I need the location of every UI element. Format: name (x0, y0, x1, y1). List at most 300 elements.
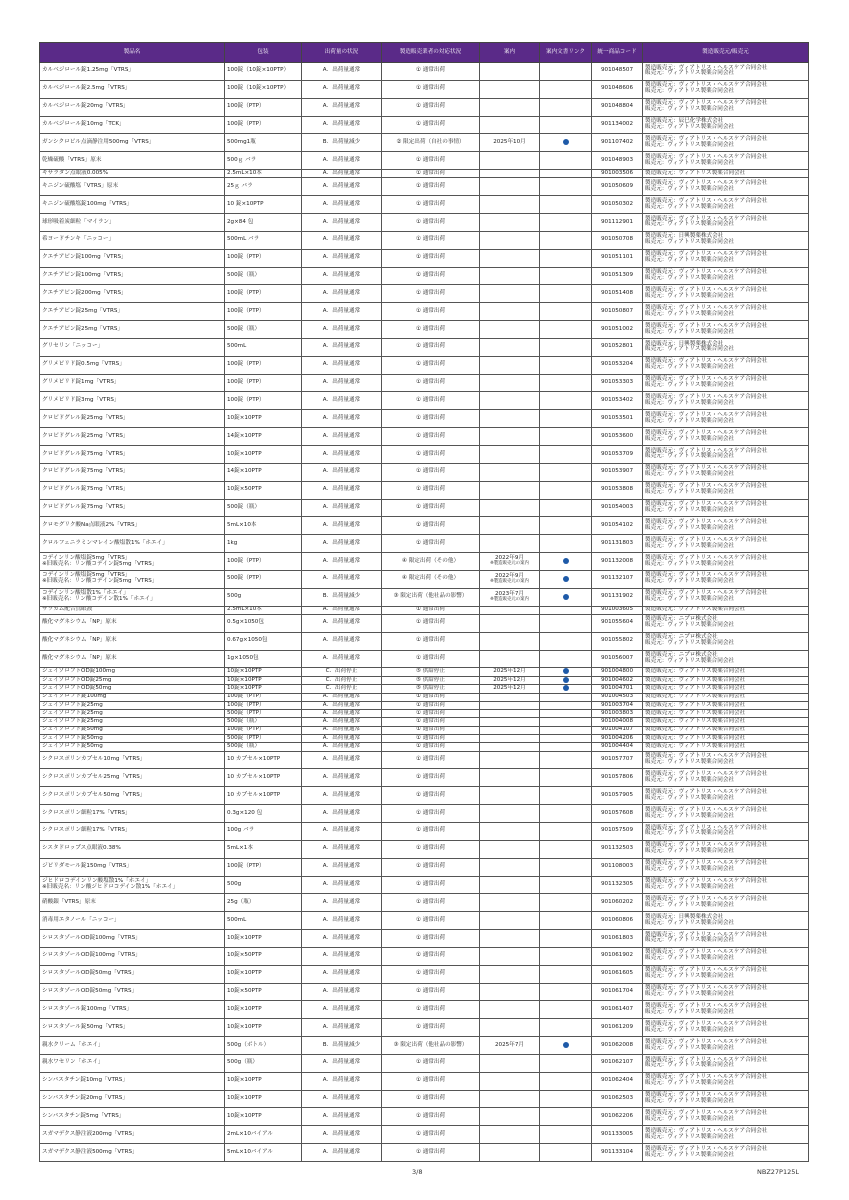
vendor-cell (643, 499, 809, 517)
product-code: 901053907 (600, 468, 634, 475)
package: 25ｇ バラ (227, 182, 253, 189)
product-code: 901062107 (600, 1059, 634, 1066)
product-name: ジェイゾロフト錠25mg (42, 701, 103, 708)
shipment-status-cell (302, 570, 382, 588)
shipment-status: A．出荷量通常 (322, 103, 361, 110)
table-row (40, 1144, 809, 1162)
notice-link-cell (540, 410, 592, 428)
vendor-cell (643, 735, 809, 743)
product-code-cell (592, 98, 643, 116)
product-name: カルベジロール錠2.5mg「VTRS」 (42, 85, 131, 92)
vendor-cell (643, 249, 809, 267)
vendor-line: 製造販売元：ヴィアトリス・ヘルスケア合同会社 (645, 842, 768, 849)
maker-response-cell (382, 1144, 480, 1162)
notice-cell (480, 481, 540, 499)
product-code-cell (592, 63, 643, 81)
product-name: カルベジロール錠20mg「VTRS」 (42, 103, 129, 110)
notice-link-icon[interactable] (563, 677, 569, 683)
notice-link-cell (540, 701, 592, 709)
product-name-cell (40, 1126, 225, 1144)
product-name-cell (40, 726, 225, 734)
shipment-status-cell (302, 1001, 382, 1019)
notice-link-cell (540, 428, 592, 446)
vendor-line: 販売元：ヴィアトリス製薬合同会社 (645, 658, 735, 665)
maker-response: ① 通常出荷 (415, 396, 446, 403)
product-code: 901050609 (600, 182, 634, 189)
vendor-cell (643, 894, 809, 912)
shipment-status-cell (302, 535, 382, 553)
product-name-cell (40, 668, 225, 676)
product-name-cell (40, 710, 225, 718)
product-code: 901050708 (600, 236, 634, 243)
maker-response-cell (382, 428, 480, 446)
vendor-cell (643, 701, 809, 709)
product-name: スガマデクス静注液500mg「VTRS」 (42, 1148, 138, 1155)
notice-cell (480, 632, 540, 650)
package: 10錠×10PTP (227, 676, 262, 683)
vendor-line: 販売元：ヴィアトリス製薬合同会社 (645, 382, 735, 389)
vendor-line: 製造販売元：ヴィアトリス製薬合同会社 (645, 718, 746, 725)
notice-cell (480, 858, 540, 876)
package-cell (225, 499, 302, 517)
product-code-cell (592, 80, 643, 98)
shipment-status-cell (302, 614, 382, 632)
maker-response: ① 通常出荷 (415, 343, 446, 350)
vendor-line: 販売元：ヴィアトリス製薬合同会社 (645, 417, 735, 424)
shipment-status-cell (302, 650, 382, 668)
package-cell (225, 170, 302, 178)
product-code: 901057509 (600, 827, 634, 834)
table-row (40, 116, 809, 134)
product-name-cell (40, 735, 225, 743)
notice-link-cell (540, 463, 592, 481)
product-code-cell (592, 356, 643, 374)
maker-response-cell (382, 1126, 480, 1144)
notice-cell (480, 134, 540, 152)
product-code-cell (592, 535, 643, 553)
vendor-line: 製造販売元：ヴィアトリス・ヘルスケア合同会社 (645, 64, 768, 71)
product-code: 901004503 (600, 693, 634, 700)
package-cell (225, 1090, 302, 1108)
notice-cell (480, 685, 540, 693)
maker-response-cell (382, 267, 480, 285)
notice-link-cell (540, 499, 592, 517)
package-cell (225, 80, 302, 98)
product-name: クエチアピン錠25mg「VTRS」 (42, 325, 124, 332)
product-code: 901061902 (600, 952, 634, 959)
package: 10 カプセル×10PTP (227, 791, 281, 798)
notice-link-cell (540, 517, 592, 535)
vendor-line: 販売元：ヴィアトリス製薬合同会社 (645, 973, 735, 980)
vendor-cell (643, 517, 809, 535)
package: 10 カプセル×10PTP (227, 756, 281, 763)
package: 500g（ボトル） (227, 1041, 270, 1048)
shipment-status-cell (302, 517, 382, 535)
vendor-line: 販売元：ヴィアトリス製薬合同会社 (645, 141, 735, 148)
product-name-cell (40, 374, 225, 392)
product-name-cell (40, 249, 225, 267)
maker-response: ① 通常出荷 (415, 1077, 446, 1084)
maker-response: ① 通常出荷 (415, 325, 446, 332)
notice-cell (480, 650, 540, 668)
notice-link-cell (540, 743, 592, 751)
vendor-line: 販売元：ヴィアトリス製薬合同会社 (645, 622, 735, 629)
package-cell (225, 840, 302, 858)
product-code-cell (592, 116, 643, 134)
product-name: シクロスポリンカプセル10mg「VTRS」 (42, 756, 146, 763)
notice-cell (480, 1108, 540, 1126)
package: 10錠×10PTP (227, 934, 262, 941)
shipment-status: A．出荷量通常 (322, 709, 361, 716)
maker-response: ① 通常出荷 (415, 773, 446, 780)
notice-link-cell (540, 805, 592, 823)
shipment-status: A．出荷量通常 (322, 1005, 361, 1012)
vendor-cell (643, 481, 809, 499)
package-cell (225, 876, 302, 894)
shipment-status: A．出荷量通常 (322, 468, 361, 475)
vendor-line: 販売元：ヴィアトリス製薬合同会社 (645, 542, 735, 549)
shipment-status-cell (302, 894, 382, 912)
notice-cell (480, 693, 540, 701)
package: 14錠×10PTP (227, 432, 262, 439)
maker-response-cell (382, 614, 480, 632)
package: 100錠（PTP） (227, 254, 265, 261)
product-code-cell (592, 428, 643, 446)
vendor-line: 製造販売元：日興製薬株式会社 (645, 913, 724, 920)
product-name-cell (40, 214, 225, 232)
vendor-line: 製造販売元：ヴィアトリス・ヘルスケア合同会社 (645, 215, 768, 222)
table-row (40, 170, 809, 178)
package: 100g バラ (227, 827, 255, 834)
shipment-status: A．出荷量通常 (322, 272, 361, 279)
maker-response: ③ 限定出荷（他社品の影響） (393, 593, 468, 600)
vendor-line: 販売元：ヴィアトリス製薬合同会社 (645, 506, 735, 513)
notice-link-icon[interactable] (563, 558, 569, 564)
maker-response-cell (382, 374, 480, 392)
vendor-line: 製造販売元：ヴィアトリス・ヘルスケア合同会社 (645, 358, 768, 365)
product-name-cell (40, 1054, 225, 1072)
product-name: クロルフェニラミンマレイン酸塩散1%「ホエイ」 (42, 539, 168, 546)
notice-link-cell (540, 685, 592, 693)
vendor-line: 製造販売元：ヴィアトリス・ヘルスケア合同会社 (645, 788, 768, 795)
product-name-cell (40, 1072, 225, 1090)
vendor-cell (643, 267, 809, 285)
vendor-cell (643, 428, 809, 446)
product-name-cell (40, 285, 225, 303)
table-row (40, 63, 809, 81)
table-row (40, 98, 809, 116)
vendor-line: 製造販売元：ヴィアトリス製薬合同会社 (645, 709, 746, 716)
product-code: 901004800 (600, 668, 634, 675)
header-product-name: 製品名 (40, 43, 225, 63)
table-row (40, 374, 809, 392)
package: 100錠（PTP） (227, 121, 265, 128)
product-former-name: ※旧販売名：リン酸ジヒドロコデイン散1%「ホエイ」 (42, 883, 179, 890)
notice-link-icon[interactable] (563, 594, 569, 600)
package-cell (225, 1108, 302, 1126)
maker-response: ⑤ 供給停止 (415, 684, 446, 691)
notice-link-cell (540, 876, 592, 894)
product-name: ジェイゾロフト錠100mg (42, 693, 107, 700)
package: 10 カプセル×10PTP (227, 773, 281, 780)
vendor-line: 製造販売元：ヴィアトリス・ヘルスケア合同会社 (645, 483, 768, 490)
notice-link-cell (540, 1126, 592, 1144)
maker-response-cell (382, 338, 480, 356)
table-row (40, 553, 809, 571)
vendor-line: 製造販売元：ヴィアトリス製薬合同会社 (645, 734, 746, 741)
page-number: 3/8 (412, 1168, 423, 1176)
vendor-line: 製造販売元：ヴィアトリス製薬合同会社 (645, 169, 746, 176)
vendor-line: 販売元：ヴィアトリス製薬合同会社 (645, 1062, 735, 1069)
notice-link-icon[interactable] (563, 668, 569, 674)
notice-link-cell (540, 98, 592, 116)
product-name: 消毒用エタノール「ニッコー」 (42, 916, 120, 923)
product-code: 901050807 (600, 307, 634, 314)
product-code-cell (592, 178, 643, 196)
notice-cell (480, 1144, 540, 1162)
product-name: 硝酸銀「VTRS」原末 (42, 898, 96, 905)
vendor-line: 販売元：ヴィアトリス製薬合同会社 (645, 794, 735, 801)
maker-response: ① 通常出荷 (415, 450, 446, 457)
notice-link-cell (540, 285, 592, 303)
vendor-cell (643, 374, 809, 392)
notice-link-icon[interactable] (563, 576, 569, 582)
maker-response-cell (382, 535, 480, 553)
maker-response-cell (382, 553, 480, 571)
notice-date: 2025年7月 (495, 1041, 524, 1048)
product-code: 901051101 (600, 254, 634, 261)
vendor-line: 販売元：ヴィアトリス製薬合同会社 (645, 123, 735, 130)
vendor-cell (643, 1001, 809, 1019)
vendor-cell (643, 751, 809, 769)
maker-response-cell (382, 894, 480, 912)
product-name: ジェイゾロフトOD錠25mg (42, 676, 112, 683)
product-code-cell (592, 463, 643, 481)
product-code-cell (592, 894, 643, 912)
vendor-line: 製造販売元：ヴィアトリス・ヘルスケア合同会社 (645, 1127, 768, 1134)
shipment-status-cell (302, 588, 382, 606)
header-row (40, 43, 809, 63)
product-code-cell (592, 718, 643, 726)
maker-response: ① 通常出荷 (415, 236, 446, 243)
notice-link-icon[interactable] (563, 139, 569, 145)
maker-response: ③ 限定出荷（他社品の影響） (393, 1041, 468, 1048)
product-name: シンバスタチン錠20mg「VTRS」 (42, 1095, 128, 1102)
notice-link-cell (540, 392, 592, 410)
product-code: 901051309 (600, 272, 634, 279)
shipment-status: A．出荷量通常 (322, 121, 361, 128)
product-code: 901133104 (600, 1148, 634, 1155)
product-name-cell (40, 178, 225, 196)
product-name: シンバスタチン錠10mg「VTRS」 (42, 1077, 128, 1084)
shipment-status: A．出荷量通常 (322, 734, 361, 741)
vendor-line: 製造販売元：ヴィアトリス・ヘルスケア合同会社 (645, 967, 768, 974)
header-shipment-status: 出荷量の状況 (302, 43, 382, 63)
vendor-cell (643, 356, 809, 374)
notice-link-cell (540, 178, 592, 196)
notice-link-cell (540, 356, 592, 374)
product-name: ジェイゾロフト錠25mg (42, 709, 103, 716)
shipment-status-cell (302, 718, 382, 726)
maker-response-cell (382, 446, 480, 464)
notice-link-cell (540, 214, 592, 232)
vendor-cell (643, 965, 809, 983)
vendor-cell (643, 134, 809, 152)
vendor-line: 販売元：ヴィアトリス製薬合同会社 (645, 346, 735, 353)
vendor-cell (643, 1037, 809, 1055)
notice-cell (480, 840, 540, 858)
vendor-line: 製造販売元：ヴィアトリス・ヘルスケア合同会社 (645, 518, 768, 525)
package-cell (225, 392, 302, 410)
package: 100錠（10錠×10PTP） (227, 85, 290, 92)
product-name-cell (40, 912, 225, 930)
vendor-line: 販売元：ヴィアトリス製薬合同会社 (645, 990, 735, 997)
package: 5mL×10バイアル (227, 1148, 273, 1155)
vendor-line: 製造販売元：ヴィアトリス・ヘルスケア合同会社 (645, 1020, 768, 1027)
product-name-cell (40, 693, 225, 701)
vendor-line: 製造販売元：ヴィアトリス・ヘルスケア合同会社 (645, 572, 768, 579)
vendor-cell (643, 710, 809, 718)
shipment-status-cell (302, 822, 382, 840)
shipment-status: A．出荷量通常 (322, 701, 361, 708)
product-code-cell (592, 930, 643, 948)
package-cell (225, 134, 302, 152)
product-code-cell (592, 517, 643, 535)
table-row (40, 517, 809, 535)
product-code-cell (592, 303, 643, 321)
vendor-line: 製造販売元：ヴィアトリス製薬合同会社 (645, 693, 746, 700)
shipment-status: A．出荷量通常 (322, 85, 361, 92)
shipment-status: A．出荷量通常 (322, 934, 361, 941)
maker-response-cell (382, 876, 480, 894)
table-row (40, 632, 809, 650)
product-name-cell (40, 947, 225, 965)
package-cell (225, 1054, 302, 1072)
product-code: 901048804 (600, 103, 634, 110)
vendor-line: 販売元：ヴィアトリス製薬合同会社 (645, 1098, 735, 1105)
notice-cell (480, 285, 540, 303)
product-name: グリメピリド錠1mg「VTRS」 (42, 379, 120, 386)
product-name: クエチアピン錠25mg「VTRS」 (42, 307, 124, 314)
vendor-line: 製造販売元：日興製薬株式会社 (645, 340, 724, 347)
package: 10錠×10PTP (227, 1112, 262, 1119)
product-code-cell (592, 726, 643, 734)
product-code: 901062206 (600, 1112, 634, 1119)
maker-response-cell (382, 676, 480, 684)
notice-cell (480, 743, 540, 751)
product-code-cell (592, 134, 643, 152)
product-code: 901053709 (600, 450, 634, 457)
product-code: 901052801 (600, 343, 634, 350)
shipment-status: A．出荷量通常 (322, 756, 361, 763)
product-name-cell (40, 1108, 225, 1126)
vendor-line: 販売元：ヴィアトリス製薬合同会社 (645, 88, 735, 95)
vendor-cell (643, 1072, 809, 1090)
shipment-status-cell (302, 858, 382, 876)
table-row (40, 80, 809, 98)
shipment-status: A．出荷量通常 (322, 361, 361, 368)
notice-link-icon[interactable] (563, 1042, 569, 1048)
shipment-status-cell (302, 1037, 382, 1055)
vendor-cell (643, 614, 809, 632)
product-code-cell (592, 769, 643, 787)
shipment-status: A．出荷量通常 (322, 1059, 361, 1066)
vendor-cell (643, 822, 809, 840)
product-code: 901132305 (600, 880, 634, 887)
notice-cell (480, 303, 540, 321)
product-code: 901003803 (600, 709, 634, 716)
vendor-line: 製造販売元：ヴィアトリス・ヘルスケア合同会社 (645, 269, 768, 276)
package-cell (225, 858, 302, 876)
product-name: 乾燥硫酸「VTRS」原末 (42, 156, 102, 163)
shipment-status-cell (302, 303, 382, 321)
product-name: ジェイゾロフトOD錠50mg (42, 684, 112, 691)
vendor-line: 販売元：ヴィアトリス製薬合同会社 (645, 328, 735, 335)
shipment-status-cell (302, 134, 382, 152)
vendor-cell (643, 787, 809, 805)
maker-response: ① 通常出荷 (415, 67, 446, 74)
package-cell (225, 930, 302, 948)
header-package: 包装 (225, 43, 302, 63)
product-name-cell (40, 196, 225, 214)
vendor-line: 販売元：ヴィアトリス製薬合同会社 (645, 489, 735, 496)
notice-link-cell (540, 965, 592, 983)
product-name-cell (40, 1090, 225, 1108)
vendor-line: 製造販売元：ヴィアトリス・ヘルスケア合同会社 (645, 806, 768, 813)
table-row (40, 751, 809, 769)
package: 100錠（PTP） (227, 726, 265, 733)
package-cell (225, 632, 302, 650)
shipment-status-cell (302, 685, 382, 693)
shipment-status-cell (302, 392, 382, 410)
shipment-status-cell (302, 693, 382, 701)
shipment-status-cell (302, 267, 382, 285)
maker-response-cell (382, 805, 480, 823)
table-row (40, 1108, 809, 1126)
shipment-status: A．出荷量通常 (322, 396, 361, 403)
product-code-cell (592, 321, 643, 339)
vendor-line: 製造販売元：ニプロ株式会社 (645, 616, 718, 623)
table-row (40, 912, 809, 930)
notice-link-icon[interactable] (563, 685, 569, 691)
notice-link-cell (540, 321, 592, 339)
notice-link-cell (540, 303, 592, 321)
shipment-status: A．出荷量通常 (322, 619, 361, 626)
maker-response: ① 通常出荷 (415, 218, 446, 225)
package: 10錠×10PTP (227, 1023, 262, 1030)
package: 10錠×10PTP (227, 970, 262, 977)
product-code-cell (592, 1090, 643, 1108)
product-name-cell (40, 606, 225, 614)
notice-link-cell (540, 894, 592, 912)
package: 14錠×10PTP (227, 468, 262, 475)
table-row (40, 392, 809, 410)
table-row (40, 196, 809, 214)
table-row (40, 428, 809, 446)
vendor-line: 販売元：ヴィアトリス製薬合同会社 (645, 292, 735, 299)
product-code-cell (592, 751, 643, 769)
notice-link-cell (540, 1037, 592, 1055)
product-name-cell (40, 743, 225, 751)
vendor-line: 製造販売元：ヴィアトリス・ヘルスケア合同会社 (645, 447, 768, 454)
package: 500錠（瓶） (227, 718, 261, 725)
table-row (40, 134, 809, 152)
product-code-cell (592, 374, 643, 392)
vendor-cell (643, 570, 809, 588)
vendor-line: 販売元：ヴィアトリス製薬合同会社 (645, 1133, 735, 1140)
notice-date: 2025年12月 (493, 684, 526, 691)
package: 5mL×1本 (227, 845, 253, 852)
